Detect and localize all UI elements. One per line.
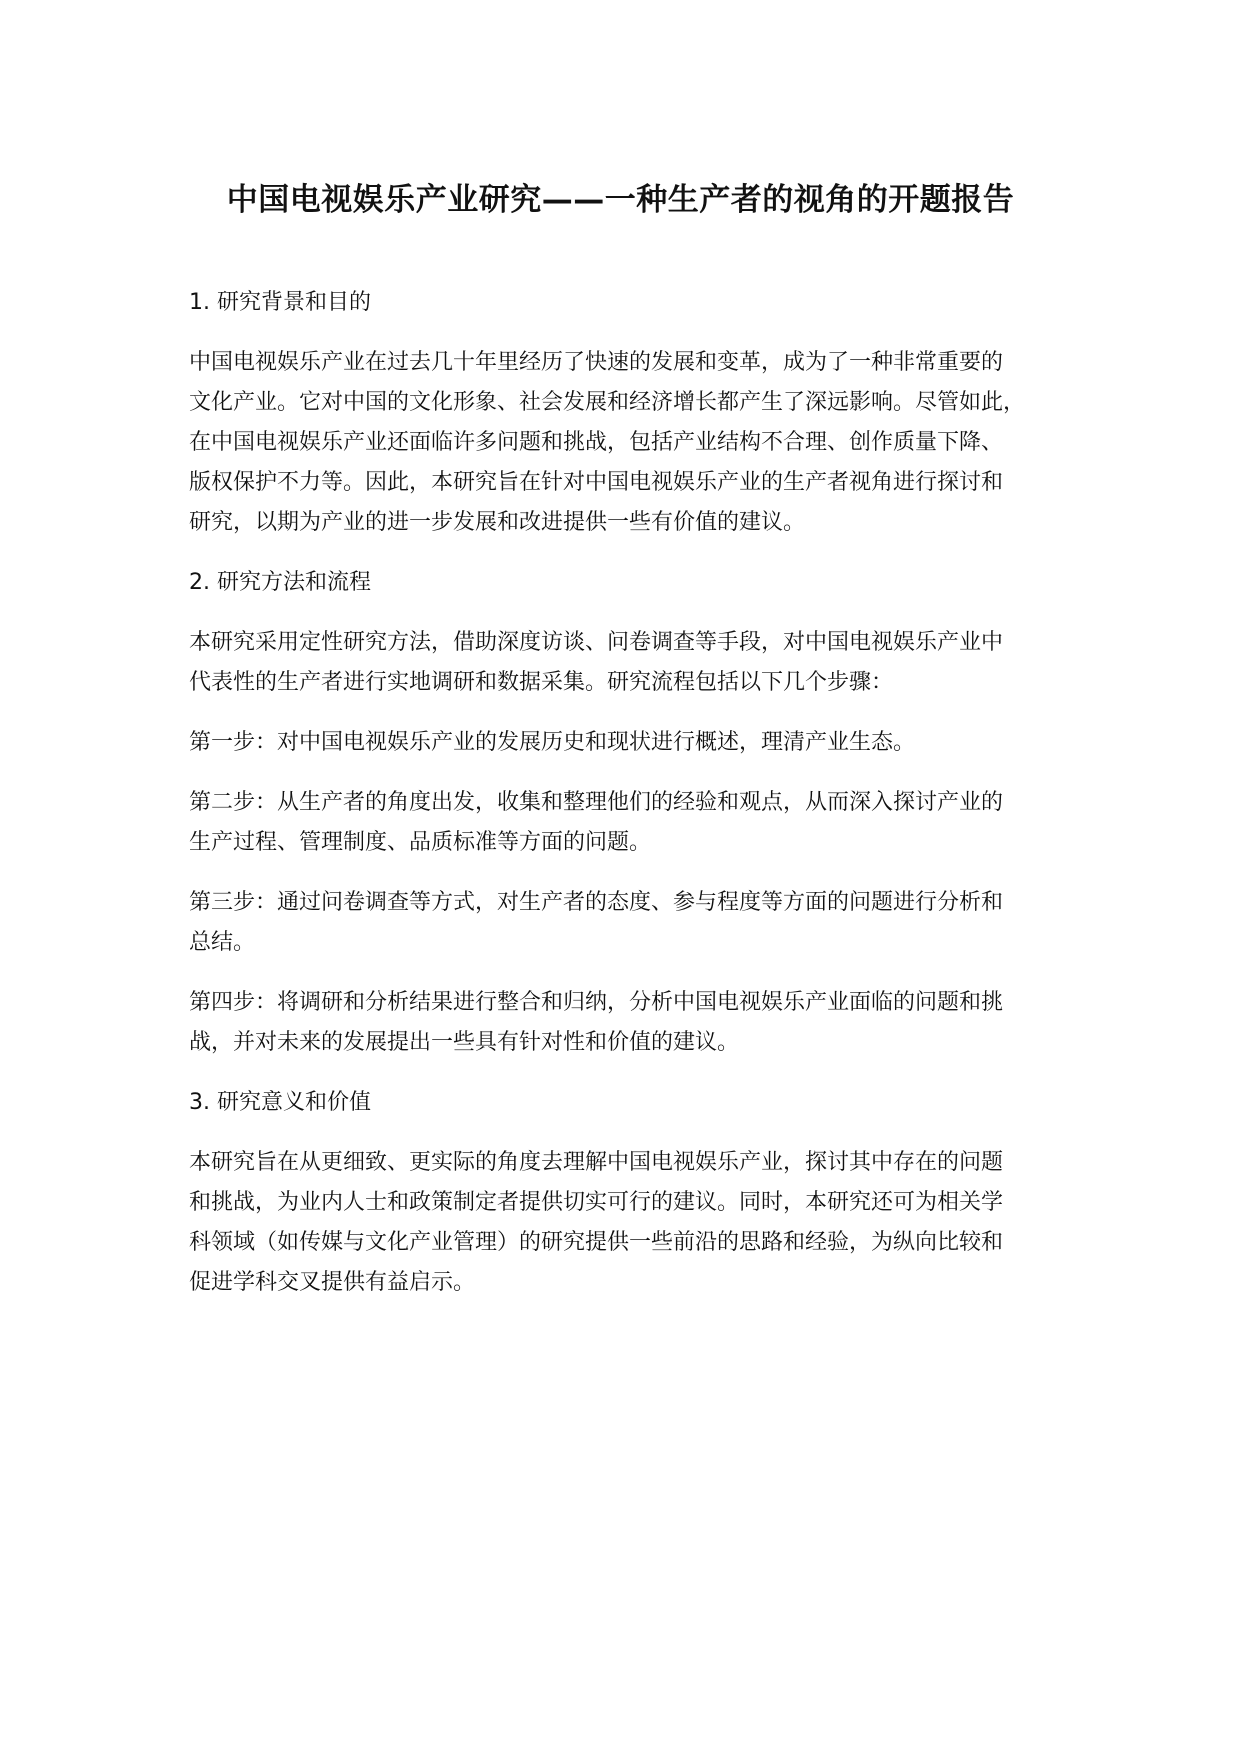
text-line: 本研究采用定性研究方法，借助深度访谈、问卷调查等手段，对中国电视娱乐产业中	[189, 630, 1004, 655]
text-line: 代表性的生产者进行实地调研和数据采集。研究流程包括以下几个步骤：	[189, 670, 894, 695]
section-heading: 3. 研究意义和价值	[189, 1090, 371, 1115]
paragraph	[189, 343, 1069, 543]
text-line: 第二步：从生产者的角度出发，收集和整理他们的经验和观点，从而深入探讨产业的	[189, 790, 1004, 815]
text-line: 第一步：对中国电视娱乐产业的发展历史和现状进行概述，理清产业生态。	[189, 730, 916, 755]
text-line: 版权保护不力等。因此，本研究旨在针对中国电视娱乐产业的生产者视角进行探讨和	[189, 470, 1004, 495]
paragraph	[189, 983, 1069, 1063]
text-line: 在中国电视娱乐产业还面临许多问题和挑战，包括产业结构不合理、创作质量下降、	[189, 430, 1004, 455]
paragraph	[189, 1143, 1069, 1303]
text-line: 本研究旨在从更细致、更实际的角度去理解中国电视娱乐产业，探讨其中存在的问题	[189, 1150, 1004, 1175]
text-line: 生产过程、管理制度、品质标准等方面的问题。	[189, 830, 652, 855]
text-line: 研究，以期为产业的进一步发展和改进提供一些有价值的建议。	[189, 510, 806, 535]
text-line: 第四步：将调研和分析结果进行整合和归纳，分析中国电视娱乐产业面临的问题和挑	[189, 990, 1004, 1015]
text-line: 科领域（如传媒与文化产业管理）的研究提供一些前沿的思路和经验，为纵向比较和	[189, 1230, 1004, 1255]
paragraph	[189, 783, 1069, 863]
text-line: 促进学科交叉提供有益启示。	[189, 1270, 476, 1295]
text-line: 总结。	[189, 930, 256, 955]
document-body	[189, 283, 1069, 1323]
paragraph	[189, 723, 1069, 763]
document-title: 中国电视娱乐产业研究——一种生产者的视角的开题报告	[226, 182, 1015, 218]
text-line: 中国电视娱乐产业在过去几十年里经历了快速的发展和变革，成为了一种非常重要的	[189, 350, 1004, 375]
text-line: 和挑战，为业内人士和政策制定者提供切实可行的建议。同时，本研究还可为相关学	[189, 1190, 1004, 1215]
section-heading: 2. 研究方法和流程	[189, 570, 371, 595]
section-heading: 1. 研究背景和目的	[189, 290, 371, 315]
text-line: 第三步：通过问卷调查等方式，对生产者的态度、参与程度等方面的问题进行分析和	[189, 890, 1004, 915]
text-line: 文化产业。它对中国的文化形象、社会发展和经济增长都产生了深远影响。尽管如此，	[189, 390, 1026, 415]
text-line: 战，并对未来的发展提出一些具有针对性和价值的建议。	[189, 1030, 740, 1055]
paragraph	[189, 883, 1069, 963]
paragraph	[189, 623, 1069, 703]
